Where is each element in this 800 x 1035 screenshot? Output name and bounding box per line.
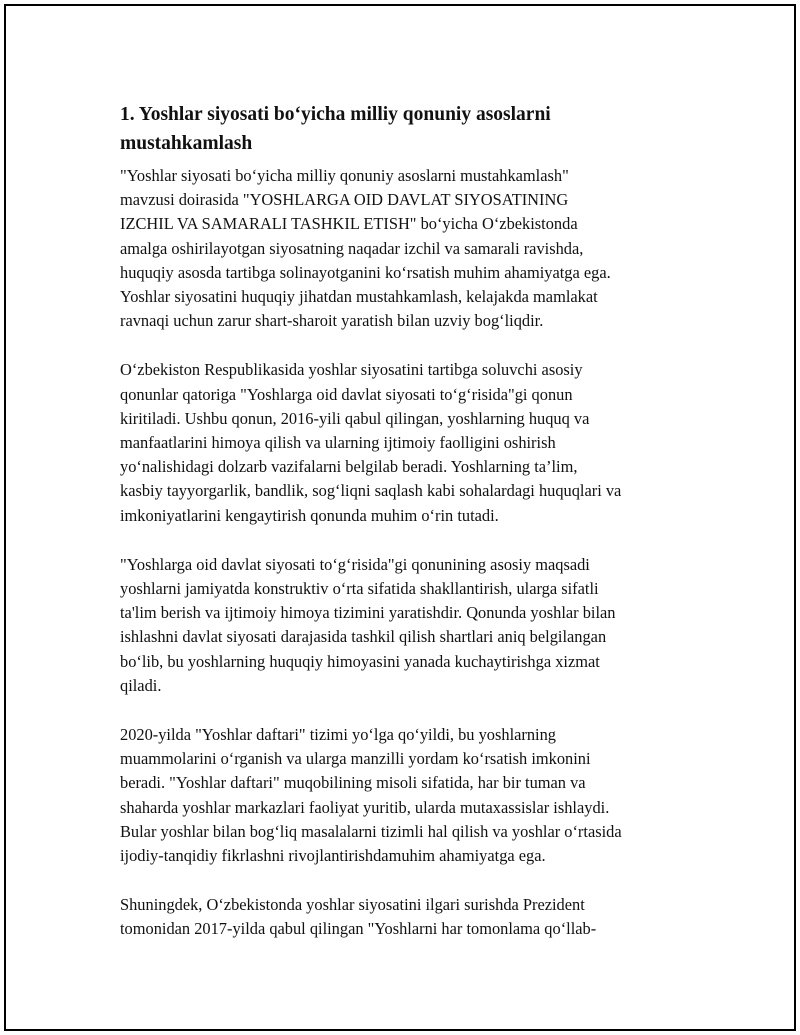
paragraph-line: shaharda yoshlar markazlari faoliyat yuritib, ularda mutaxassislar ishlaydi. xyxy=(120,797,610,817)
heading-line: 1. Yoshlar siyosati bo‘yicha milliy qonuniy asoslarni xyxy=(120,104,551,125)
paragraph-line: 2020-yilda "Yoshlar daftari" tizimi yo‘lga qo‘yildi, bu yoshlarning xyxy=(120,725,556,745)
heading-line: mustahkamlash xyxy=(120,133,253,154)
paragraph-line: "Yoshlar siyosati bo‘yicha milliy qonuniy asoslarni mustahkamlash" xyxy=(120,166,569,185)
paragraph-line: ravnaqi uchun zarur shart-sharoit yaratish bilan uzviy bog‘liqdir. xyxy=(120,311,544,331)
paragraph-line: kiritiladi. Ushbu qonun, 2016-yili qabul qilingan, yoshlarning huquq va xyxy=(120,408,590,428)
paragraph-line: IZCHIL VA SAMARALI TASHKIL ETISH" bo‘yicha O‘zbekistonda xyxy=(120,214,578,234)
paragraph-line: huquqiy asosda tartibga solinayotganini ko‘rsatish muhim ahamiyatga ega. xyxy=(120,262,611,282)
paragraph-2 xyxy=(120,358,680,527)
paragraph-4 xyxy=(120,723,680,868)
document-page xyxy=(4,4,796,1031)
paragraph-1 xyxy=(120,164,680,333)
paragraph-line: Shuningdek, O‘zbekistonda yoshlar siyosatini ilgari surishda Prezident xyxy=(120,895,585,915)
paragraph-line: "Yoshlarga oid davlat siyosati to‘g‘risida"gi qonunining asosiy maqsadi xyxy=(120,554,590,574)
paragraph-line: beradi. "Yoshlar daftari" muqobilining misoli sifatida, har bir tuman va xyxy=(120,773,586,793)
paragraph-line: ta'lim berish va ijtimoiy himoya tizimini yaratishdir. Qonunda yoshlar bilan xyxy=(120,603,616,623)
paragraph-5 xyxy=(120,893,680,941)
paragraph-line: O‘zbekiston Respublikasida yoshlar siyosatini tartibga soluvchi asosiy xyxy=(120,360,583,380)
paragraph-line: muammolarini o‘rganish va ularga manzilli yordam ko‘rsatish imkonini xyxy=(120,749,591,769)
paragraph-line: Bular yoshlar bilan bog‘liq masalalarni tizimli hal qilish va yoshlar o‘rtasida xyxy=(120,821,622,841)
paragraph-line: tomonidan 2017-yilda qabul qilingan "Yoshlarni har tomonlama qo‘llab- xyxy=(120,919,597,939)
paragraph-line: manfaatlarini himoya qilish va ularning ijtimoiy faolligini oshirish xyxy=(120,433,556,453)
paragraph-line: qiladi. xyxy=(120,675,162,695)
paragraph-line: bo‘lib, bu yoshlarning huquqiy himoyasini yanada kuchaytirishga xizmat xyxy=(120,651,600,671)
paragraph-line: yo‘nalishidagi dolzarb vazifalarni belgilab beradi. Yoshlarning ta’lim, xyxy=(120,457,578,477)
paragraph-line: ishlashni davlat siyosati darajasida tashkil qilish shartlari aniq belgilangan xyxy=(120,627,607,647)
paragraph-line: amalga oshirilayotgan siyosatning naqadar izchil va samarali ravishda, xyxy=(120,238,584,258)
paragraph-line: yoshlarni jamiyatda konstruktiv o‘rta sifatida shakllantirish, ularga sifatli xyxy=(120,579,599,599)
paragraph-line: imkoniyatlarini kengaytirish qonunda muhim o‘rin tutadi. xyxy=(120,505,499,525)
section-heading xyxy=(120,100,680,158)
paragraph-3 xyxy=(120,553,680,698)
paragraph-line: Yoshlar siyosatini huquqiy jihatdan mustahkamlash, kelajakda mamlakat xyxy=(120,287,598,307)
paragraph-line: kasbiy tayyorgarlik, bandlik, sog‘liqni saqlash kabi sohalardagi huquqlari va xyxy=(120,481,622,501)
paragraph-line: ijodiy-tanqidiy fikrlashni rivojlantirishdamuhim ahamiyatga ega. xyxy=(120,846,546,866)
paragraph-line: qonunlar qatoriga "Yoshlarga oid davlat siyosati to‘g‘risida"gi qonun xyxy=(120,384,573,404)
paragraph-line: mavzusi doirasida "YOSHLARGA OID DAVLAT SIYOSATINING xyxy=(120,190,569,210)
document-body xyxy=(120,100,680,967)
